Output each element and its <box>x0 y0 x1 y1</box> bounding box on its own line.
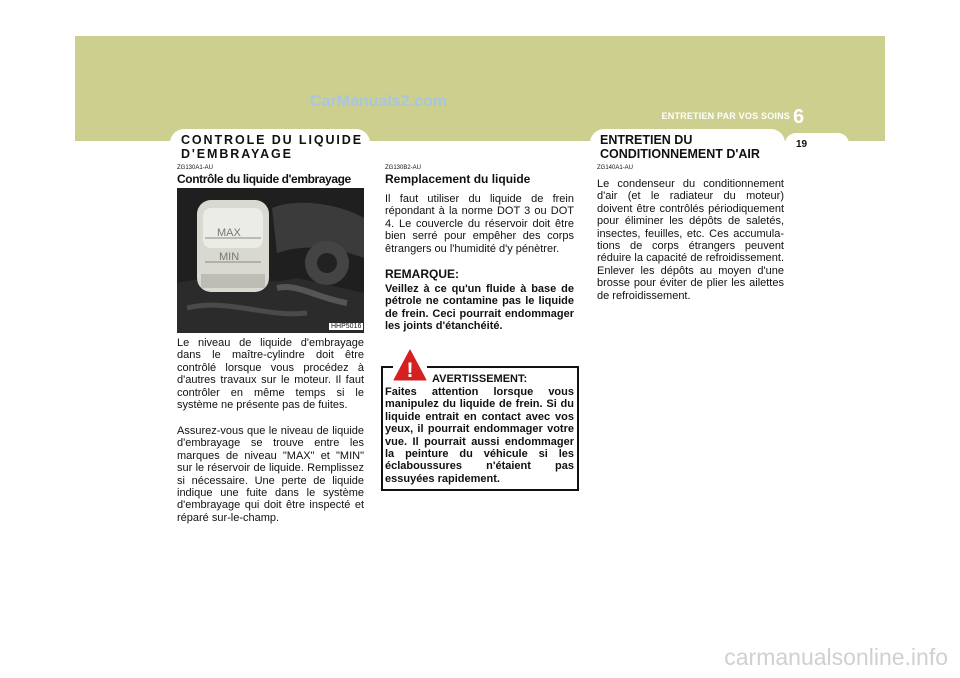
page-number: 19 <box>796 139 808 150</box>
section-code: ZG130B2-AU <box>385 165 422 171</box>
remark-heading: REMARQUE: <box>385 267 459 281</box>
photo-caption: HHP5016 <box>331 323 362 330</box>
body-paragraph: Assurez-vous que le niveau de liquide d'embrayage se trouve entre les marques de niveau "MAX" et "MIN" sur le réservoir de liquide. Remplissez si nécessaire. Une perte de liquide indique une fuite dans le système d'embrayage qui doit être inspecté et réparé sur-le-champ. <box>177 425 364 524</box>
section-title-clutch <box>181 133 363 161</box>
page-number-tab <box>785 133 849 155</box>
body-paragraph: Il faut utiliser du liquide de frein répondant à la norme DOT 3 ou DOT 4. Le couvercle du réservoir doit être bien serré pour empêher des corps êtrangers ou l'humidité d'y pénètrer. <box>385 193 574 255</box>
watermark-link[interactable]: CarManuals2.com <box>310 93 447 110</box>
clutch-reservoir-photo <box>177 188 364 333</box>
min-mark: MIN <box>219 251 240 263</box>
footer-watermark[interactable]: carmanualsonline.info <box>724 644 948 670</box>
warning-icon <box>393 348 427 382</box>
section-title-line: D'EMBRAYAGE <box>181 147 293 161</box>
engine-illustration <box>177 188 364 333</box>
chapter-title: ENTRETIEN PAR VOS SOINS <box>661 111 790 121</box>
subsection-heading: Contrôle du liquide d'embrayage <box>177 172 351 186</box>
section-title-line: CONTROLE DU LIQUIDE <box>181 133 363 147</box>
section-title-line: ENTRETIEN DU <box>600 133 693 147</box>
section-title-line: CONDITIONNEMENT D'AIR <box>600 147 760 161</box>
remark-text: Veillez à ce qu'un fluide à base de pétrole ne contamine pas le liquide de frein. Ceci pourrait endommager les joints d'étanchéité. <box>385 283 574 333</box>
section-code: ZG140A1-AU <box>597 165 634 171</box>
chapter-number: 6 <box>793 106 805 128</box>
body-paragraph: Le condenseur du conditionnement d'air (et le radiateur du moteur) doivent être contrôlés périodiquement pour éliminer les dépôts de saletés, insectes, feuilles, etc. Ces accumula-tions de corps étrangers peuvent réduire la capacité de refroidissement. Enlever les dépôts au moyen d'une brosse pour éviter de plier les ailettes de refroidissement. <box>597 178 784 302</box>
max-mark: MAX <box>217 227 241 239</box>
section-title-aircon <box>600 133 760 161</box>
header-band <box>75 36 885 141</box>
section-code: ZG130A1-AU <box>177 165 214 171</box>
warning-symbol: ! <box>406 359 414 382</box>
warning-heading: AVERTISSEMENT: <box>432 373 528 385</box>
subsection-heading: Remplacement du liquide <box>385 172 531 186</box>
warning-text: Faites attention lorsque vous manipulez du liquide de frein. Si du liquide entrait en contact avec vos yeux, il pourrait endommager votre vue. Il pourrait aussi endommager la peinture du véhicule si les éclaboussures n'étaient pas essuyées rapidement. <box>385 386 574 485</box>
body-paragraph: Le niveau de liquide d'embrayage dans le maître-cylindre doit être contrôlé lorsque vous procédez à d'autres travaux sur le moteur. Il faut contrôler en même temps si le système ne présente pas de fuites. <box>177 337 364 412</box>
